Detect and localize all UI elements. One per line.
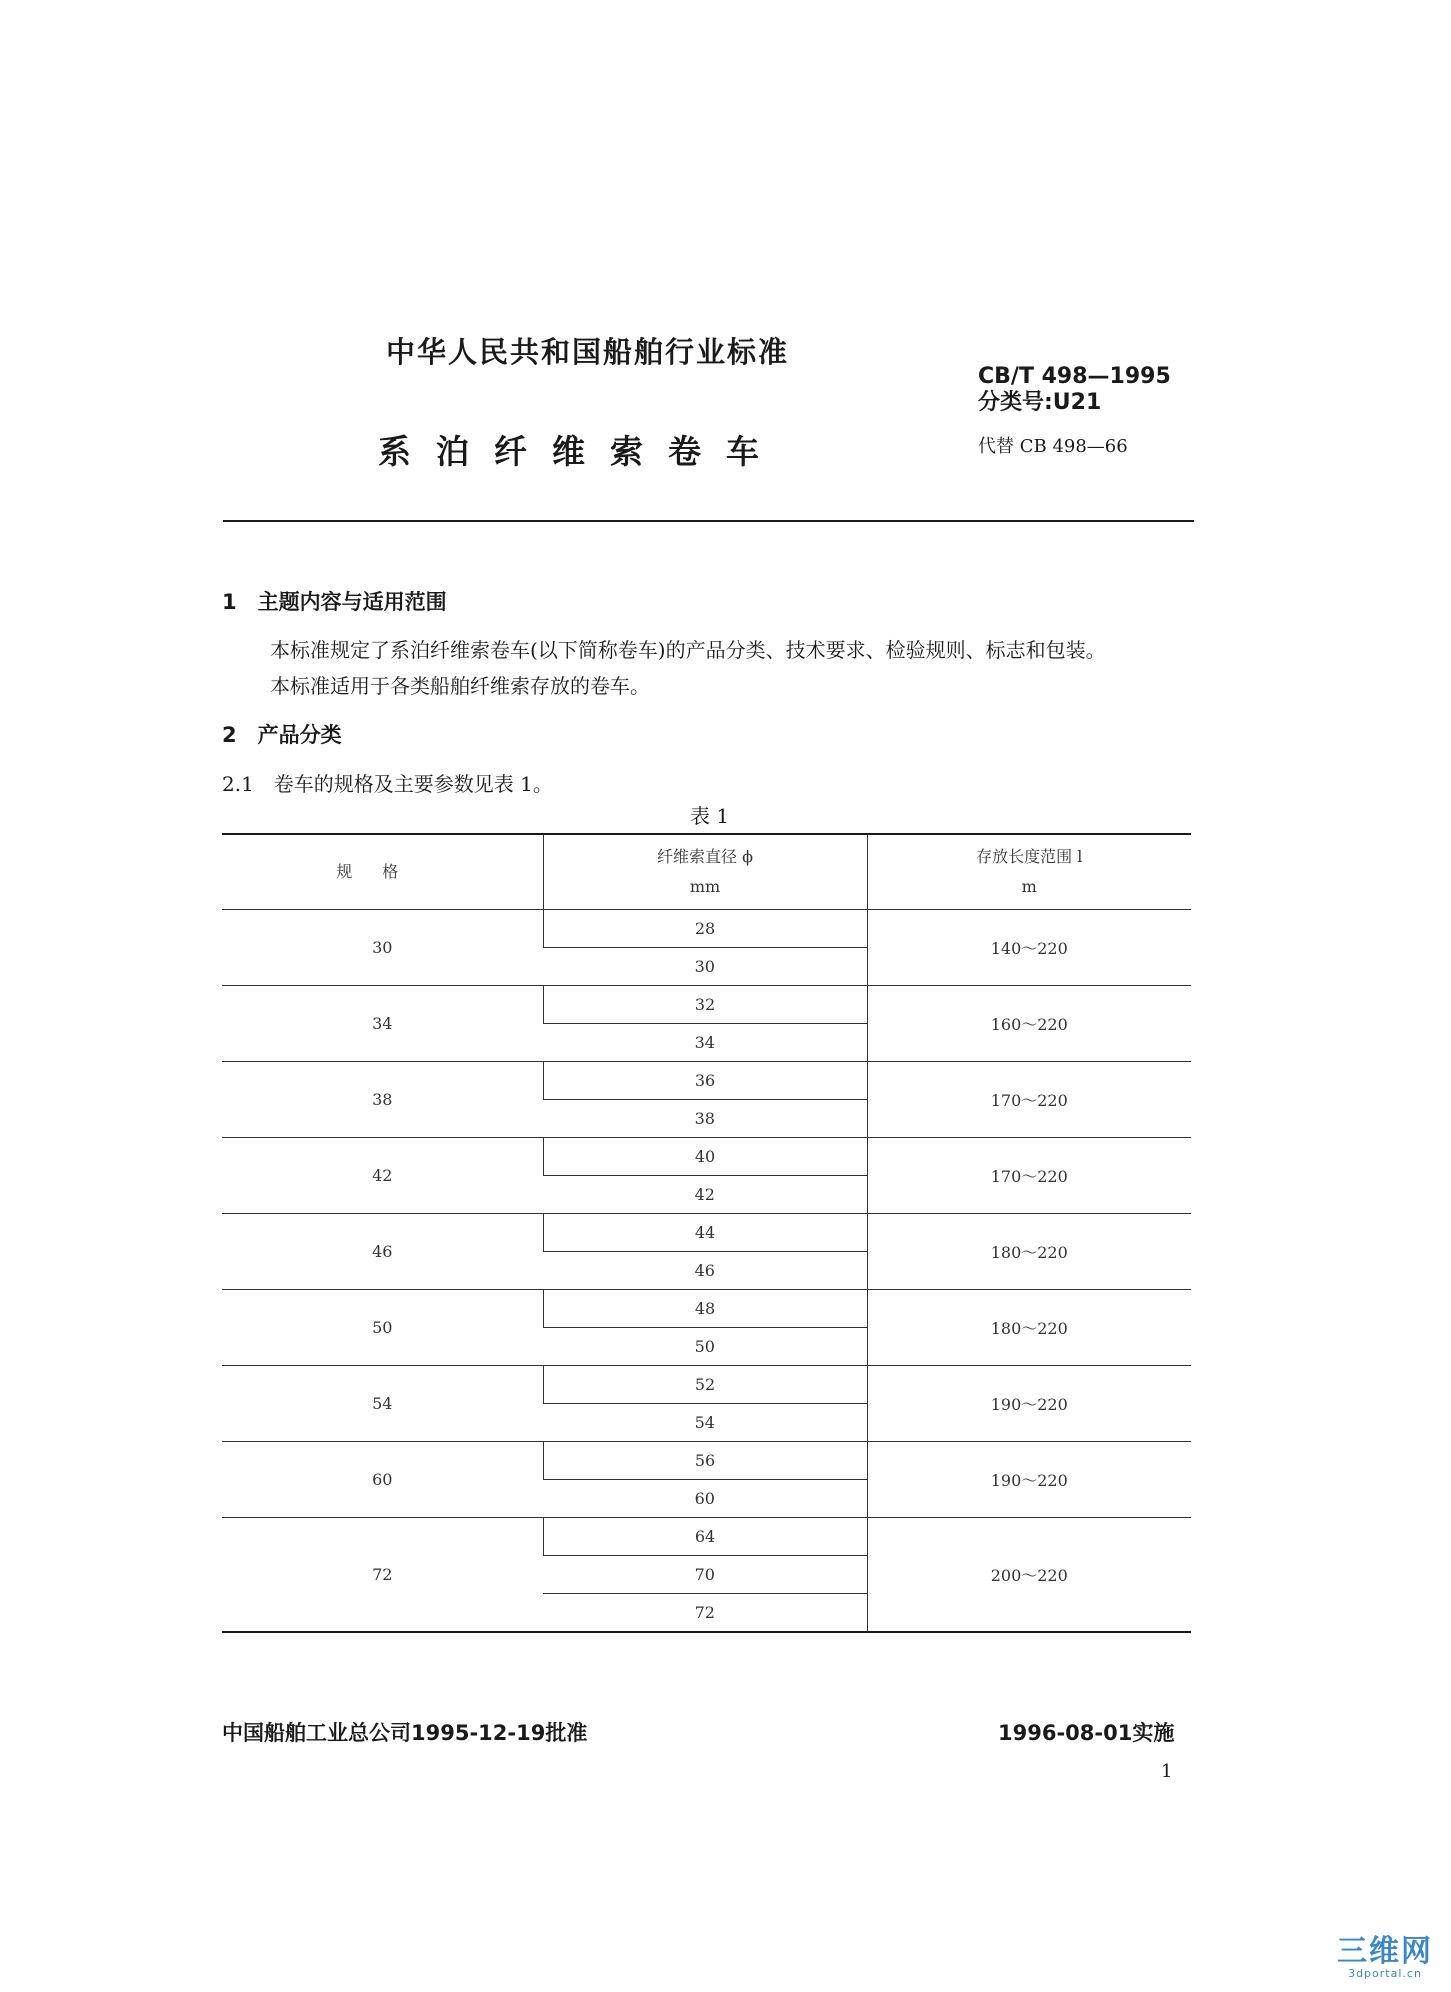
spec-cell: 60 <box>222 1442 543 1518</box>
table-row <box>222 1290 1191 1328</box>
table-row <box>222 1366 1191 1404</box>
document-title: 系泊纤维索卷车 <box>378 432 784 471</box>
header-spec <box>222 834 543 910</box>
diameter-cell: 60 <box>543 1480 867 1518</box>
standard-org-title: 中华人民共和国船舶行业标准 <box>386 335 790 369</box>
effective-date: 1996-08-01实施 <box>998 1721 1175 1745</box>
header-spec-label: 规格 <box>336 862 429 881</box>
diameter-cell: 56 <box>543 1442 867 1480</box>
diameter-cell: 48 <box>543 1290 867 1328</box>
diameter-cell: 44 <box>543 1214 867 1252</box>
replaces-note: 代替 CB 498—66 <box>978 436 1128 457</box>
section-1-title: 1 主题内容与适用范围 <box>222 590 447 614</box>
header-diameter <box>543 834 867 910</box>
table-body <box>222 910 1191 1633</box>
watermark-sub: 3dportal.cn <box>1348 1967 1422 1980</box>
diameter-cell: 36 <box>543 1062 867 1100</box>
length-cell: 140～220 <box>867 910 1191 986</box>
table-row <box>222 1214 1191 1252</box>
diameter-cell: 52 <box>543 1366 867 1404</box>
diameter-cell: 54 <box>543 1404 867 1442</box>
table-row <box>222 1442 1191 1480</box>
header-length-unit: m <box>1021 877 1037 896</box>
spec-cell: 46 <box>222 1214 543 1290</box>
table-header-row <box>222 834 1191 910</box>
table-row <box>222 910 1191 948</box>
diameter-cell: 50 <box>543 1328 867 1366</box>
length-cell: 170～220 <box>867 1138 1191 1214</box>
header-diameter-label: 纤维索直径 ϕ <box>657 847 753 866</box>
table-row <box>222 986 1191 1024</box>
table-row <box>222 1138 1191 1176</box>
page-number: 1 <box>1161 1761 1173 1782</box>
header-length-label: 存放长度范围 l <box>976 847 1083 866</box>
length-cell: 180～220 <box>867 1290 1191 1366</box>
header-divider <box>223 520 1194 522</box>
header-diameter-unit: mm <box>689 877 721 896</box>
spec-table <box>222 833 1191 1633</box>
diameter-cell: 42 <box>543 1176 867 1214</box>
diameter-cell: 46 <box>543 1252 867 1290</box>
diameter-cell: 38 <box>543 1100 867 1138</box>
length-cell: 160～220 <box>867 986 1191 1062</box>
spec-cell: 50 <box>222 1290 543 1366</box>
approval-statement: 中国船舶工业总公司1995-12-19批准 <box>222 1721 588 1745</box>
table-row <box>222 1062 1191 1100</box>
diameter-cell: 34 <box>543 1024 867 1062</box>
spec-cell: 38 <box>222 1062 543 1138</box>
header-length <box>867 834 1191 910</box>
spec-cell: 30 <box>222 910 543 986</box>
spec-cell: 54 <box>222 1366 543 1442</box>
section-1-paragraph-2: 本标准适用于各类船舶纤维索存放的卷车。 <box>270 674 650 698</box>
standard-code: CB/T 498—1995 <box>978 364 1171 389</box>
table-row <box>222 1518 1191 1556</box>
length-cell: 200～220 <box>867 1518 1191 1633</box>
section-2-title: 2 产品分类 <box>222 723 342 747</box>
classification-number: 分类号:U21 <box>978 390 1102 415</box>
diameter-cell: 72 <box>694 1603 715 1622</box>
table-caption: 表 1 <box>690 804 730 828</box>
diameter-cell: 40 <box>543 1138 867 1176</box>
diameter-cell: 30 <box>543 948 867 986</box>
spec-cell: 34 <box>222 986 543 1062</box>
length-cell: 180～220 <box>867 1214 1191 1290</box>
length-cell: 190～220 <box>867 1442 1191 1518</box>
watermark-main: 三维网 <box>1337 1934 1433 1969</box>
section-1-paragraph-1: 本标准规定了系泊纤维索卷车(以下简称卷车)的产品分类、技术要求、检验规则、标志和包装。 <box>270 638 1106 662</box>
diameter-cell: 70 <box>543 1556 867 1594</box>
spec-cell: 42 <box>222 1138 543 1214</box>
watermark-logo <box>1337 1936 1433 1980</box>
diameter-cell: 32 <box>543 986 867 1024</box>
diameter-cell: 64 <box>543 1518 867 1556</box>
spec-cell: 72 <box>222 1518 543 1633</box>
length-cell: 170～220 <box>867 1062 1191 1138</box>
clause-2-1: 2.1 卷车的规格及主要参数见表 1。 <box>222 772 553 796</box>
diameter-cell: 28 <box>543 910 867 948</box>
length-cell: 190～220 <box>867 1366 1191 1442</box>
